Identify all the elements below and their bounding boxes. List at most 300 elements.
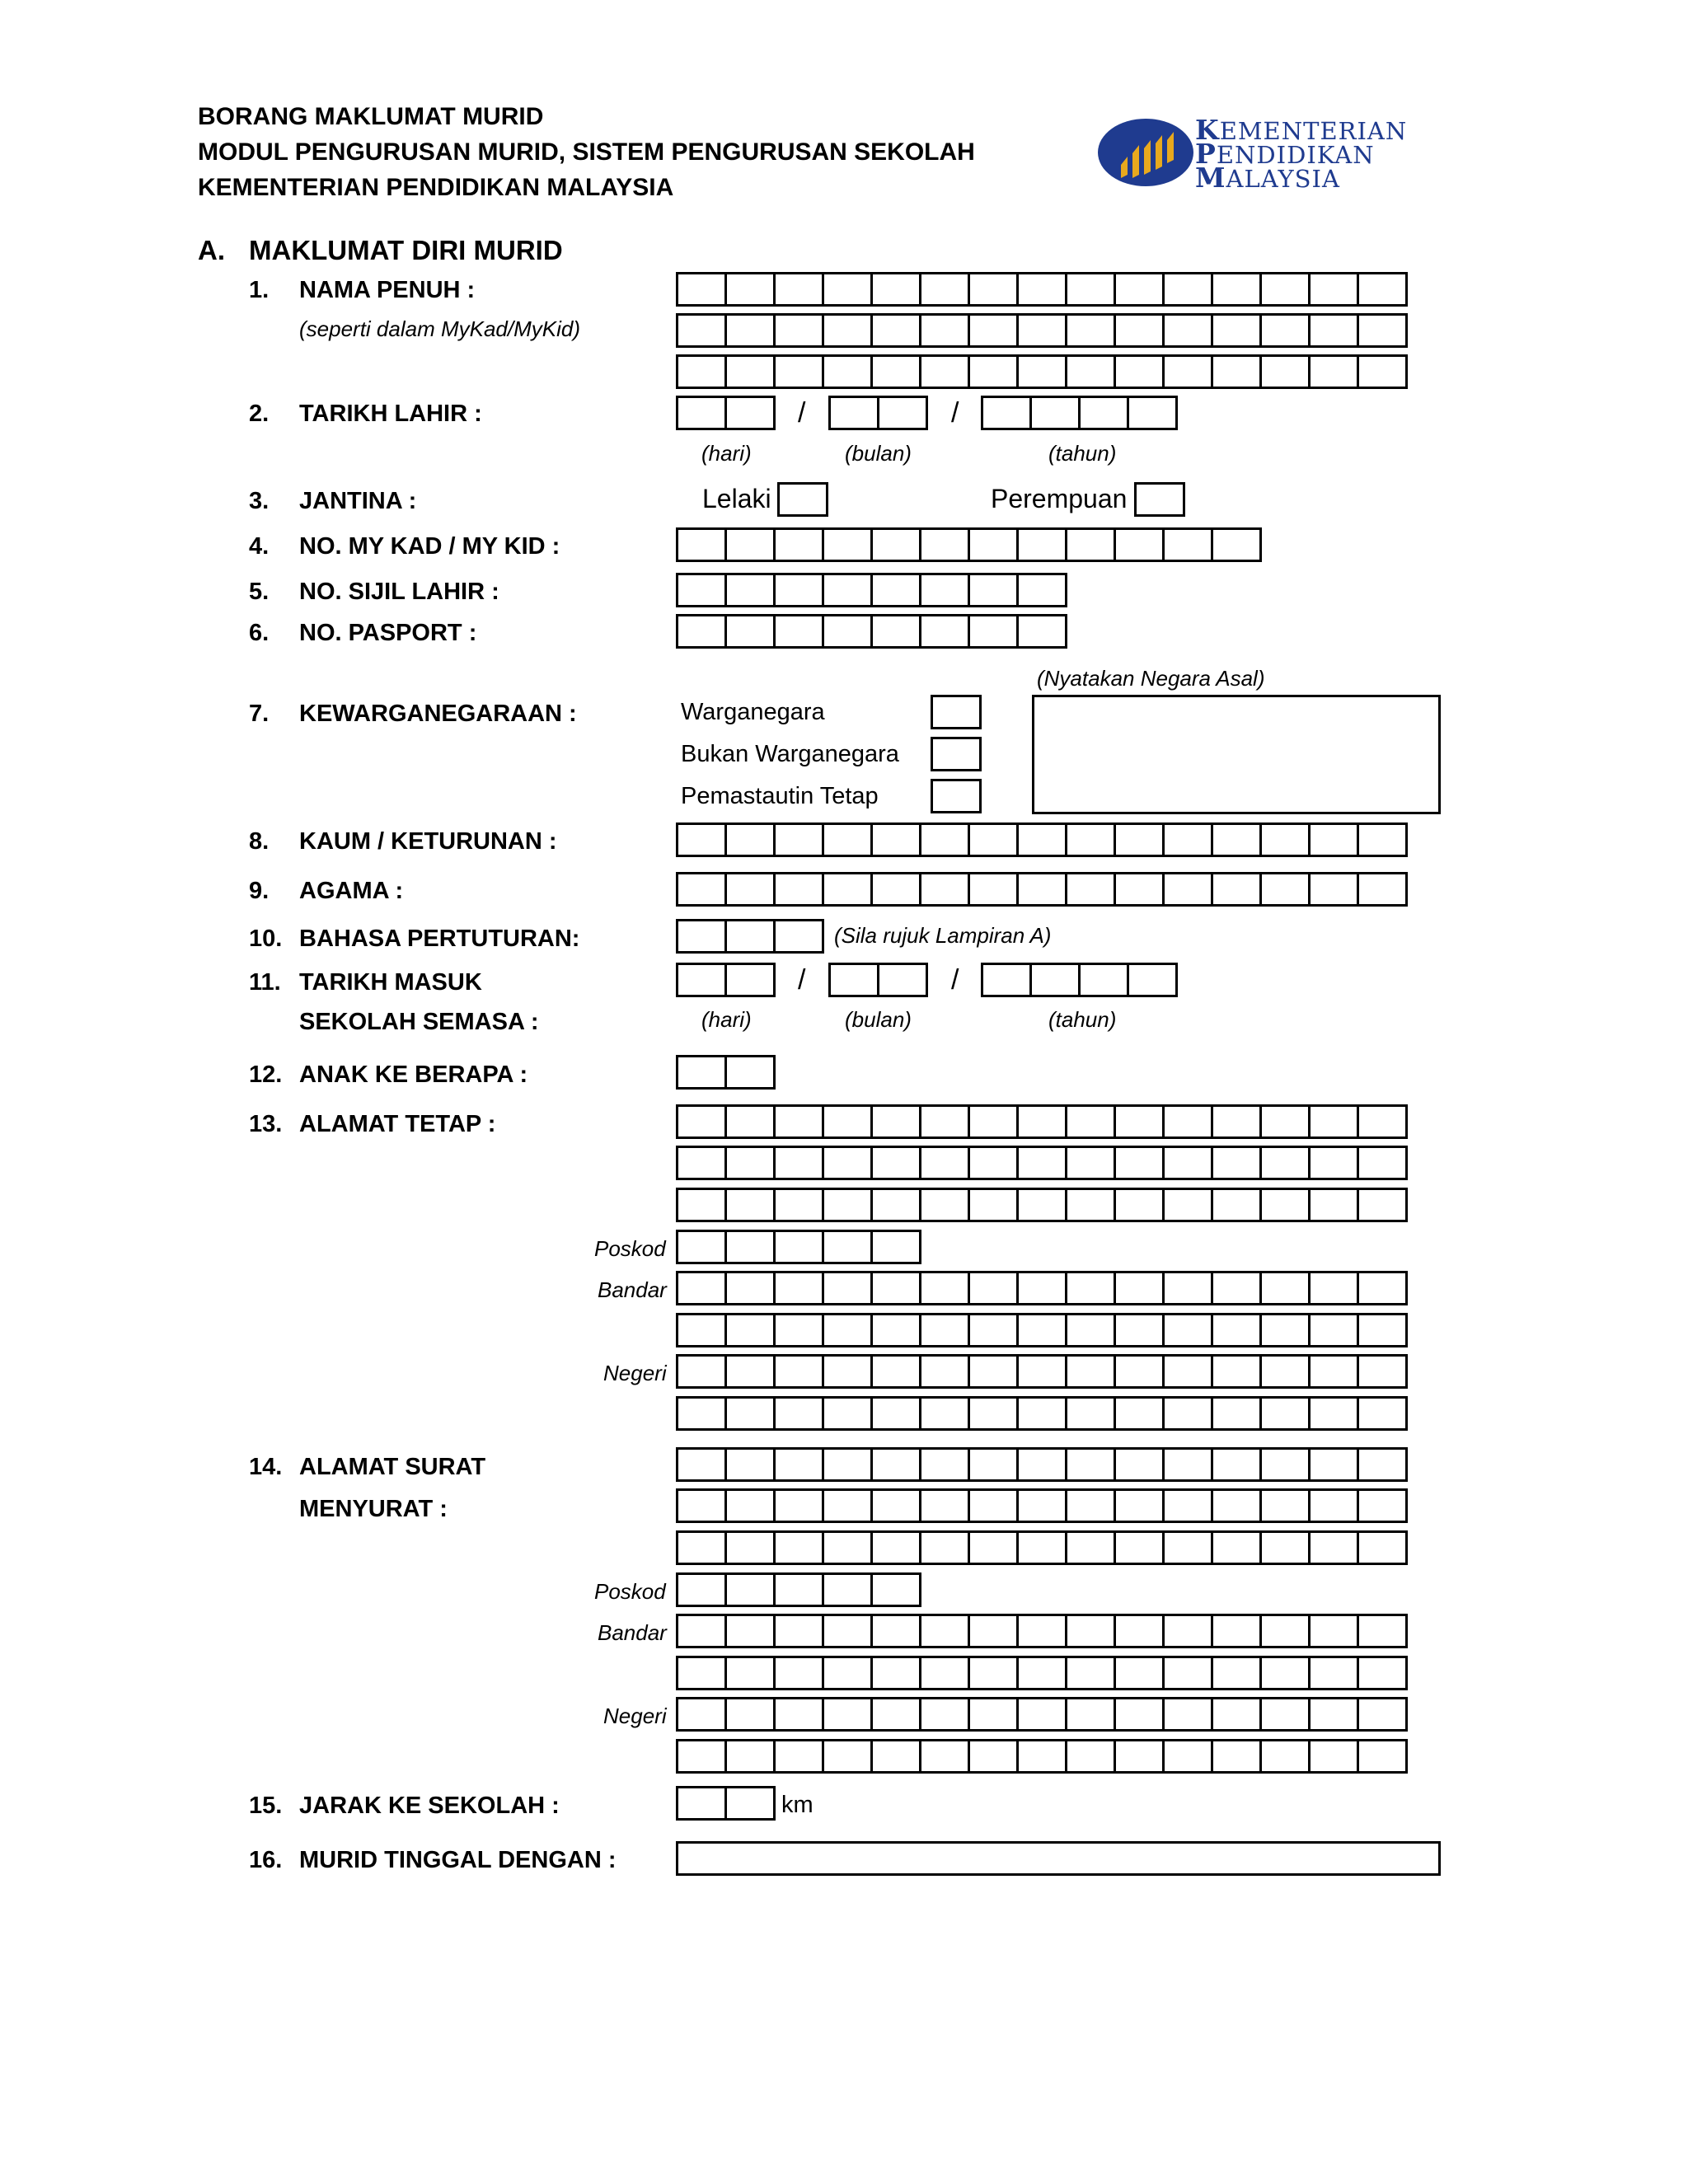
- char-box[interactable]: [1016, 1354, 1067, 1389]
- permanent-state-line-1[interactable]: [676, 1354, 1405, 1389]
- char-box[interactable]: [1357, 1530, 1408, 1565]
- permanent-city-line-1[interactable]: [676, 1271, 1405, 1305]
- char-box[interactable]: [1211, 354, 1262, 389]
- char-box[interactable]: [822, 1271, 873, 1305]
- char-box[interactable]: [822, 1396, 873, 1431]
- race-input[interactable]: [676, 823, 1405, 857]
- char-box[interactable]: [919, 1146, 970, 1180]
- char-box[interactable]: [968, 614, 1019, 649]
- char-box[interactable]: [870, 1572, 921, 1607]
- char-box[interactable]: [968, 1488, 1019, 1523]
- char-box[interactable]: [1259, 1104, 1311, 1139]
- char-box[interactable]: [870, 313, 921, 348]
- char-box[interactable]: [1357, 1188, 1408, 1222]
- char-box[interactable]: [981, 963, 1032, 997]
- char-box[interactable]: [676, 1313, 727, 1347]
- char-box[interactable]: [919, 272, 970, 307]
- char-box[interactable]: [1259, 272, 1311, 307]
- char-box[interactable]: [822, 573, 873, 607]
- char-box[interactable]: [724, 872, 776, 907]
- char-box[interactable]: [919, 1488, 970, 1523]
- char-box[interactable]: [822, 1697, 873, 1732]
- char-box[interactable]: [1162, 1530, 1213, 1565]
- char-box[interactable]: [1308, 1188, 1359, 1222]
- char-box[interactable]: [968, 1530, 1019, 1565]
- char-box[interactable]: [870, 272, 921, 307]
- char-box[interactable]: [1211, 1188, 1262, 1222]
- char-box[interactable]: [968, 1656, 1019, 1690]
- country-origin-input[interactable]: [1032, 695, 1441, 814]
- char-box[interactable]: [1308, 354, 1359, 389]
- char-box[interactable]: [1357, 1697, 1408, 1732]
- char-box[interactable]: [1308, 1104, 1359, 1139]
- char-box[interactable]: [1016, 614, 1067, 649]
- char-box[interactable]: [1211, 1697, 1262, 1732]
- char-box[interactable]: [676, 614, 727, 649]
- char-box[interactable]: [724, 614, 776, 649]
- char-box[interactable]: [1162, 1313, 1213, 1347]
- char-box[interactable]: [1029, 396, 1081, 430]
- char-box[interactable]: [1114, 823, 1165, 857]
- char-box[interactable]: [1162, 272, 1213, 307]
- char-box[interactable]: [773, 1230, 824, 1264]
- entry-year-input[interactable]: [981, 963, 1175, 997]
- char-box[interactable]: [1162, 527, 1213, 562]
- char-box[interactable]: [1259, 823, 1311, 857]
- char-box[interactable]: [773, 1271, 824, 1305]
- char-box[interactable]: [676, 1530, 727, 1565]
- language-code-input[interactable]: [676, 919, 822, 954]
- char-box[interactable]: [676, 1697, 727, 1732]
- char-box[interactable]: [1114, 527, 1165, 562]
- char-box[interactable]: [724, 1488, 776, 1523]
- char-box[interactable]: [822, 1656, 873, 1690]
- char-box[interactable]: [919, 1656, 970, 1690]
- char-box[interactable]: [968, 1396, 1019, 1431]
- char-box[interactable]: [870, 1447, 921, 1482]
- char-box[interactable]: [1016, 1739, 1067, 1774]
- birth-cert-input[interactable]: [676, 573, 1065, 607]
- char-box[interactable]: [1357, 354, 1408, 389]
- mailing-address-line-3[interactable]: [676, 1530, 1405, 1565]
- char-box[interactable]: [1308, 1146, 1359, 1180]
- char-box[interactable]: [968, 1271, 1019, 1305]
- char-box[interactable]: [1259, 1313, 1311, 1347]
- char-box[interactable]: [1065, 1739, 1116, 1774]
- char-box[interactable]: [870, 1656, 921, 1690]
- char-box[interactable]: [1114, 1697, 1165, 1732]
- char-box[interactable]: [773, 872, 824, 907]
- char-box[interactable]: [822, 1354, 873, 1389]
- char-box[interactable]: [1162, 872, 1213, 907]
- char-box[interactable]: [822, 1614, 873, 1648]
- char-box[interactable]: [822, 527, 873, 562]
- char-box[interactable]: [1211, 1530, 1262, 1565]
- char-box[interactable]: [676, 1055, 727, 1090]
- char-box[interactable]: [919, 1104, 970, 1139]
- char-box[interactable]: [1259, 1188, 1311, 1222]
- char-box[interactable]: [773, 1488, 824, 1523]
- char-box[interactable]: [724, 1786, 776, 1821]
- char-box[interactable]: [724, 1104, 776, 1139]
- char-box[interactable]: [1114, 272, 1165, 307]
- char-box[interactable]: [1114, 1313, 1165, 1347]
- char-box[interactable]: [968, 527, 1019, 562]
- char-box[interactable]: [822, 872, 873, 907]
- char-box[interactable]: [676, 823, 727, 857]
- char-box[interactable]: [981, 396, 1032, 430]
- char-box[interactable]: [919, 313, 970, 348]
- char-box[interactable]: [1114, 1146, 1165, 1180]
- char-box[interactable]: [676, 573, 727, 607]
- char-box[interactable]: [1065, 272, 1116, 307]
- char-box[interactable]: [1016, 1146, 1067, 1180]
- char-box[interactable]: [724, 1739, 776, 1774]
- char-box[interactable]: [1162, 1188, 1213, 1222]
- char-box[interactable]: [1065, 1530, 1116, 1565]
- char-box[interactable]: [1016, 527, 1067, 562]
- char-box[interactable]: [1114, 1354, 1165, 1389]
- char-box[interactable]: [822, 1739, 873, 1774]
- char-box[interactable]: [1308, 872, 1359, 907]
- char-box[interactable]: [676, 1447, 727, 1482]
- char-box[interactable]: [1211, 823, 1262, 857]
- char-box[interactable]: [1357, 1313, 1408, 1347]
- char-box[interactable]: [1308, 1697, 1359, 1732]
- char-box[interactable]: [773, 1530, 824, 1565]
- char-box[interactable]: [1114, 1656, 1165, 1690]
- char-box[interactable]: [822, 313, 873, 348]
- char-box[interactable]: [870, 1354, 921, 1389]
- religion-input[interactable]: [676, 872, 1405, 907]
- char-box[interactable]: [1211, 1271, 1262, 1305]
- char-box[interactable]: [1308, 1739, 1359, 1774]
- char-box[interactable]: [676, 1572, 727, 1607]
- char-box[interactable]: [1114, 1104, 1165, 1139]
- char-box[interactable]: [1211, 1656, 1262, 1690]
- char-box[interactable]: [773, 1614, 824, 1648]
- entry-month-input[interactable]: [828, 963, 926, 997]
- char-box[interactable]: [724, 313, 776, 348]
- char-box[interactable]: [1357, 1656, 1408, 1690]
- char-box[interactable]: [676, 963, 727, 997]
- char-box[interactable]: [1211, 1146, 1262, 1180]
- char-box[interactable]: [877, 963, 928, 997]
- char-box[interactable]: [968, 1104, 1019, 1139]
- char-box[interactable]: [1259, 354, 1311, 389]
- char-box[interactable]: [1016, 272, 1067, 307]
- char-box[interactable]: [724, 823, 776, 857]
- char-box[interactable]: [676, 1104, 727, 1139]
- gender-female-checkbox[interactable]: [1134, 482, 1185, 517]
- char-box[interactable]: [724, 354, 776, 389]
- char-box[interactable]: [1065, 1104, 1116, 1139]
- char-box[interactable]: [676, 1614, 727, 1648]
- char-box[interactable]: [724, 1354, 776, 1389]
- char-box[interactable]: [1016, 1656, 1067, 1690]
- char-box[interactable]: [724, 963, 776, 997]
- char-box[interactable]: [822, 1488, 873, 1523]
- char-box[interactable]: [822, 1530, 873, 1565]
- char-box[interactable]: [1308, 1313, 1359, 1347]
- lives-with-input[interactable]: [676, 1841, 1441, 1876]
- char-box[interactable]: [1114, 354, 1165, 389]
- char-box[interactable]: [968, 573, 1019, 607]
- char-box[interactable]: [1211, 1614, 1262, 1648]
- char-box[interactable]: [870, 1313, 921, 1347]
- char-box[interactable]: [1016, 1188, 1067, 1222]
- char-box[interactable]: [870, 1488, 921, 1523]
- char-box[interactable]: [724, 919, 776, 954]
- full-name-row-2[interactable]: [676, 313, 1405, 348]
- char-box[interactable]: [1016, 1697, 1067, 1732]
- char-box[interactable]: [773, 823, 824, 857]
- char-box[interactable]: [1016, 1313, 1067, 1347]
- permanent-resident-checkbox[interactable]: [931, 779, 982, 813]
- char-box[interactable]: [1065, 1614, 1116, 1648]
- char-box[interactable]: [828, 963, 879, 997]
- char-box[interactable]: [870, 1188, 921, 1222]
- char-box[interactable]: [919, 573, 970, 607]
- char-box[interactable]: [1127, 963, 1178, 997]
- char-box[interactable]: [773, 354, 824, 389]
- char-box[interactable]: [773, 272, 824, 307]
- char-box[interactable]: [822, 1447, 873, 1482]
- char-box[interactable]: [1357, 1488, 1408, 1523]
- char-box[interactable]: [1308, 1271, 1359, 1305]
- char-box[interactable]: [773, 614, 824, 649]
- birth-year-input[interactable]: [981, 396, 1175, 430]
- char-box[interactable]: [1211, 1396, 1262, 1431]
- char-box[interactable]: [773, 1313, 824, 1347]
- entry-day-input[interactable]: [676, 963, 773, 997]
- char-box[interactable]: [968, 272, 1019, 307]
- char-box[interactable]: [1308, 1488, 1359, 1523]
- char-box[interactable]: [724, 1313, 776, 1347]
- char-box[interactable]: [1016, 573, 1067, 607]
- char-box[interactable]: [822, 1230, 873, 1264]
- char-box[interactable]: [1162, 1104, 1213, 1139]
- char-box[interactable]: [1162, 1614, 1213, 1648]
- char-box[interactable]: [919, 872, 970, 907]
- char-box[interactable]: [1259, 1271, 1311, 1305]
- char-box[interactable]: [919, 1271, 970, 1305]
- char-box[interactable]: [676, 872, 727, 907]
- char-box[interactable]: [1065, 1313, 1116, 1347]
- char-box[interactable]: [870, 1271, 921, 1305]
- citizen-checkbox[interactable]: [931, 695, 982, 729]
- char-box[interactable]: [1065, 872, 1116, 907]
- char-box[interactable]: [968, 1697, 1019, 1732]
- char-box[interactable]: [919, 1739, 970, 1774]
- char-box[interactable]: [1308, 1354, 1359, 1389]
- char-box[interactable]: [1308, 1396, 1359, 1431]
- char-box[interactable]: [1016, 823, 1067, 857]
- non-citizen-checkbox[interactable]: [931, 737, 982, 771]
- char-box[interactable]: [1114, 1530, 1165, 1565]
- char-box[interactable]: [919, 1354, 970, 1389]
- char-box[interactable]: [676, 354, 727, 389]
- char-box[interactable]: [822, 1146, 873, 1180]
- char-box[interactable]: [1065, 1271, 1116, 1305]
- char-box[interactable]: [1065, 823, 1116, 857]
- char-box[interactable]: [724, 1572, 776, 1607]
- char-box[interactable]: [773, 1447, 824, 1482]
- char-box[interactable]: [1114, 1739, 1165, 1774]
- char-box[interactable]: [1065, 1488, 1116, 1523]
- mailing-address-line-2[interactable]: [676, 1488, 1405, 1523]
- char-box[interactable]: [1065, 1656, 1116, 1690]
- char-box[interactable]: [919, 1313, 970, 1347]
- char-box[interactable]: [1162, 1396, 1213, 1431]
- char-box[interactable]: [1259, 1530, 1311, 1565]
- char-box[interactable]: [870, 1146, 921, 1180]
- char-box[interactable]: [676, 313, 727, 348]
- char-box[interactable]: [968, 1313, 1019, 1347]
- distance-input[interactable]: [676, 1786, 773, 1821]
- char-box[interactable]: [773, 1396, 824, 1431]
- char-box[interactable]: [1065, 354, 1116, 389]
- char-box[interactable]: [773, 527, 824, 562]
- mailing-city-line-1[interactable]: [676, 1614, 1405, 1648]
- char-box[interactable]: [1016, 1614, 1067, 1648]
- char-box[interactable]: [919, 1188, 970, 1222]
- char-box[interactable]: [1308, 1614, 1359, 1648]
- char-box[interactable]: [1357, 313, 1408, 348]
- char-box[interactable]: [1016, 1447, 1067, 1482]
- char-box[interactable]: [822, 272, 873, 307]
- char-box[interactable]: [1162, 1271, 1213, 1305]
- char-box[interactable]: [919, 1614, 970, 1648]
- char-box[interactable]: [1162, 1697, 1213, 1732]
- char-box[interactable]: [968, 1354, 1019, 1389]
- char-box[interactable]: [1016, 1104, 1067, 1139]
- char-box[interactable]: [724, 1447, 776, 1482]
- char-box[interactable]: [1211, 1313, 1262, 1347]
- char-box[interactable]: [919, 354, 970, 389]
- char-box[interactable]: [1065, 1396, 1116, 1431]
- char-box[interactable]: [919, 823, 970, 857]
- char-box[interactable]: [724, 1271, 776, 1305]
- char-box[interactable]: [1065, 1146, 1116, 1180]
- char-box[interactable]: [1162, 1656, 1213, 1690]
- char-box[interactable]: [773, 1739, 824, 1774]
- char-box[interactable]: [1016, 313, 1067, 348]
- char-box[interactable]: [1308, 1656, 1359, 1690]
- char-box[interactable]: [1162, 354, 1213, 389]
- char-box[interactable]: [676, 1786, 727, 1821]
- char-box[interactable]: [1357, 272, 1408, 307]
- char-box[interactable]: [1114, 313, 1165, 348]
- char-box[interactable]: [1127, 396, 1178, 430]
- char-box[interactable]: [877, 396, 928, 430]
- char-box[interactable]: [724, 1530, 776, 1565]
- char-box[interactable]: [870, 823, 921, 857]
- permanent-address-line-3[interactable]: [676, 1188, 1405, 1222]
- char-box[interactable]: [724, 1697, 776, 1732]
- char-box[interactable]: [1016, 1488, 1067, 1523]
- char-box[interactable]: [968, 1188, 1019, 1222]
- char-box[interactable]: [676, 1488, 727, 1523]
- char-box[interactable]: [870, 1530, 921, 1565]
- char-box[interactable]: [1065, 1354, 1116, 1389]
- char-box[interactable]: [1308, 313, 1359, 348]
- char-box[interactable]: [870, 1104, 921, 1139]
- char-box[interactable]: [1259, 1488, 1311, 1523]
- char-box[interactable]: [968, 1739, 1019, 1774]
- char-box[interactable]: [1357, 1146, 1408, 1180]
- permanent-address-line-1[interactable]: [676, 1104, 1405, 1139]
- char-box[interactable]: [1211, 1488, 1262, 1523]
- char-box[interactable]: [1259, 1396, 1311, 1431]
- child-order-input[interactable]: [676, 1055, 773, 1090]
- char-box[interactable]: [676, 1656, 727, 1690]
- char-box[interactable]: [1357, 1447, 1408, 1482]
- char-box[interactable]: [870, 354, 921, 389]
- char-box[interactable]: [919, 1530, 970, 1565]
- char-box[interactable]: [676, 1230, 727, 1264]
- char-box[interactable]: [822, 614, 873, 649]
- char-box[interactable]: [919, 527, 970, 562]
- char-box[interactable]: [1357, 1614, 1408, 1648]
- char-box[interactable]: [919, 614, 970, 649]
- char-box[interactable]: [1211, 272, 1262, 307]
- char-box[interactable]: [1016, 1271, 1067, 1305]
- char-box[interactable]: [1016, 354, 1067, 389]
- char-box[interactable]: [1357, 1739, 1408, 1774]
- char-box[interactable]: [1162, 1447, 1213, 1482]
- char-box[interactable]: [773, 1697, 824, 1732]
- char-box[interactable]: [1114, 1271, 1165, 1305]
- char-box[interactable]: [1162, 1739, 1213, 1774]
- birth-day-input[interactable]: [676, 396, 773, 430]
- char-box[interactable]: [773, 573, 824, 607]
- char-box[interactable]: [1211, 1104, 1262, 1139]
- char-box[interactable]: [676, 396, 727, 430]
- char-box[interactable]: [1259, 1447, 1311, 1482]
- char-box[interactable]: [822, 1188, 873, 1222]
- char-box[interactable]: [1357, 1354, 1408, 1389]
- char-box[interactable]: [1016, 1530, 1067, 1565]
- char-box[interactable]: [870, 1697, 921, 1732]
- char-box[interactable]: [1211, 1354, 1262, 1389]
- char-box[interactable]: [828, 396, 879, 430]
- char-box[interactable]: [1029, 963, 1081, 997]
- char-box[interactable]: [676, 1188, 727, 1222]
- char-box[interactable]: [676, 1396, 727, 1431]
- char-box[interactable]: [968, 1447, 1019, 1482]
- char-box[interactable]: [968, 823, 1019, 857]
- char-box[interactable]: [676, 1354, 727, 1389]
- char-box[interactable]: [724, 272, 776, 307]
- permanent-postcode-input[interactable]: [676, 1230, 919, 1264]
- char-box[interactable]: [1308, 1530, 1359, 1565]
- char-box[interactable]: [1114, 1396, 1165, 1431]
- char-box[interactable]: [676, 919, 727, 954]
- char-box[interactable]: [724, 1614, 776, 1648]
- char-box[interactable]: [1357, 823, 1408, 857]
- char-box[interactable]: [870, 614, 921, 649]
- char-box[interactable]: [1065, 1188, 1116, 1222]
- char-box[interactable]: [676, 527, 727, 562]
- permanent-city-line-2[interactable]: [676, 1313, 1405, 1347]
- char-box[interactable]: [822, 1104, 873, 1139]
- char-box[interactable]: [919, 1697, 970, 1732]
- char-box[interactable]: [773, 919, 824, 954]
- char-box[interactable]: [1114, 1447, 1165, 1482]
- char-box[interactable]: [724, 573, 776, 607]
- char-box[interactable]: [822, 1313, 873, 1347]
